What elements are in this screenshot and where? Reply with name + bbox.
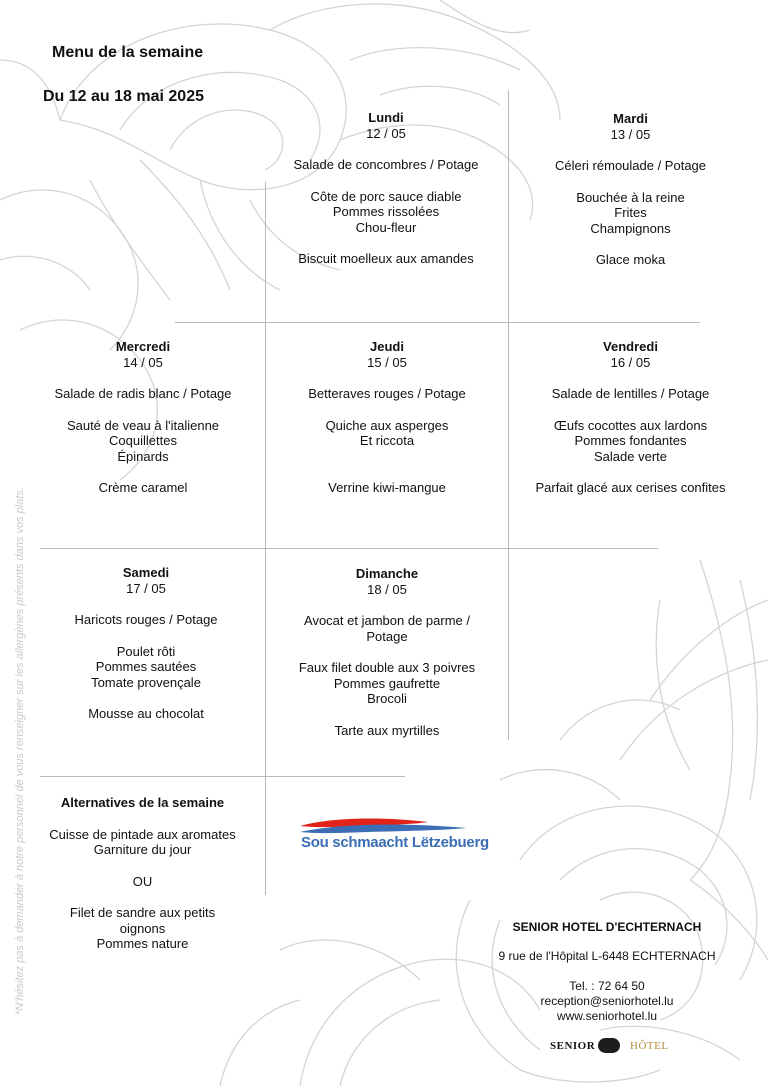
alternative-item: Garniture du jour	[93, 842, 192, 857]
grid-line-h1	[175, 322, 700, 323]
main-item: Pommes sautées	[95, 659, 197, 674]
senior-hotel-logo	[550, 1040, 680, 1056]
grid-line-h2	[40, 548, 658, 549]
main-item: Pommes rissolées	[332, 204, 440, 219]
day-sunday	[266, 566, 508, 738]
day-friday	[509, 339, 752, 496]
dessert: Parfait glacé aux cerises confites	[535, 480, 726, 495]
main-item: Côte de porc sauce diable	[310, 188, 462, 204]
main-item: Et riccota	[359, 433, 415, 448]
day-date: 17 / 05	[126, 580, 166, 596]
main-item: Chou-fleur	[355, 219, 417, 235]
starter: Avocat et jambon de parme / Potage	[304, 613, 470, 644]
day-date: 15 / 05	[367, 354, 407, 370]
alternative-item: Filet de sandre aux petits oignons	[69, 905, 216, 936]
crest-icon	[598, 1038, 620, 1053]
main-item: Sauté de veau à l'italienne	[66, 417, 220, 433]
main-item: Champignons	[590, 220, 671, 236]
hotel-name: SENIOR HOTEL D'ECHTERNACH	[512, 920, 702, 934]
brand-part1: SENIOR	[550, 1040, 596, 1052]
weekly-alternatives	[40, 795, 245, 952]
main-item: Brocoli	[367, 691, 407, 706]
page-title: Menu de la semaine	[52, 44, 204, 61]
day-date: 18 / 05	[367, 581, 407, 597]
alternative-item: Cuisse de pintade aux aromates	[49, 826, 236, 842]
day-date: 12 / 05	[366, 125, 406, 141]
main-item: Poulet rôti	[116, 643, 176, 659]
main-item: Tomate provençale	[91, 674, 201, 690]
grid-line-v1a	[265, 182, 266, 895]
alternatives-heading: Alternatives de la semaine	[60, 795, 225, 810]
hotel-address: 9 rue de l'Hôpital L-6448 ECHTERNACH	[498, 949, 716, 963]
day-name: Lundi	[368, 110, 404, 125]
alternatives-separator: OU	[132, 873, 153, 889]
hotel-contact	[482, 920, 732, 1024]
dessert: Biscuit moelleux aux amandes	[298, 251, 474, 266]
main-item: Pommes gaufrette	[333, 675, 441, 691]
main-item: Coquillettes	[109, 433, 177, 448]
hotel-phone: Tel. : 72 64 50	[569, 979, 645, 993]
dessert: Verrine kiwi-mangue	[328, 480, 446, 495]
main-item: Pommes fondantes	[574, 433, 687, 448]
starter: Haricots rouges / Potage	[74, 612, 218, 627]
day-tuesday	[509, 111, 752, 268]
dessert: Mousse au chocolat	[88, 706, 204, 721]
sou-schmaacht-logo	[298, 816, 489, 858]
main-item: Frites	[614, 205, 647, 220]
day-wednesday	[28, 339, 258, 496]
dessert: Glace moka	[595, 252, 666, 267]
hotel-website[interactable]: www.seniorhotel.lu	[556, 1009, 658, 1023]
main-item: Quiche aux asperges	[325, 417, 449, 433]
main-item: Bouchée à la reine	[576, 189, 685, 205]
allergen-note: *N'hésitez pas à demander à notre personnel de vous renseigner sur les allergènes présents dans vos plats.	[14, 487, 26, 1015]
day-name: Mercredi	[115, 339, 171, 354]
day-name: Mardi	[613, 111, 648, 126]
main-item: Salade verte	[594, 448, 667, 464]
grid-line-h3	[40, 776, 405, 777]
day-date: 13 / 05	[610, 126, 651, 142]
flag-swoosh-icon	[298, 816, 476, 836]
starter: Salade de radis blanc / Potage	[54, 386, 232, 401]
logo-text: Sou schmaacht Lëtzebuerg	[301, 834, 489, 851]
day-monday	[266, 110, 506, 267]
day-saturday	[28, 565, 264, 722]
starter: Céleri rémoulade / Potage	[554, 158, 707, 173]
starter: Salade de concombres / Potage	[293, 157, 479, 172]
dessert: Tarte aux myrtilles	[334, 722, 440, 738]
day-name: Vendredi	[603, 339, 658, 354]
day-name: Jeudi	[370, 339, 404, 354]
main-item: Œufs cocottes aux lardons	[553, 417, 708, 433]
day-thursday	[266, 339, 508, 496]
week-dates: Du 12 au 18 mai 2025	[43, 88, 204, 105]
main-item: Faux filet double aux 3 poivres	[298, 660, 476, 675]
hotel-email[interactable]: reception@seniorhotel.lu	[540, 994, 674, 1008]
alternative-item: Pommes nature	[96, 936, 189, 951]
day-date: 14 / 05	[123, 354, 163, 370]
starter: Salade de lentilles / Potage	[551, 386, 710, 401]
main-item: Épinards	[117, 448, 169, 464]
day-name: Samedi	[122, 565, 170, 580]
brand-part2: HÔTEL	[630, 1040, 669, 1052]
dessert: Crème caramel	[98, 480, 188, 495]
day-name: Dimanche	[355, 566, 419, 581]
day-date: 16 / 05	[610, 354, 651, 370]
starter: Betteraves rouges / Potage	[308, 386, 466, 401]
